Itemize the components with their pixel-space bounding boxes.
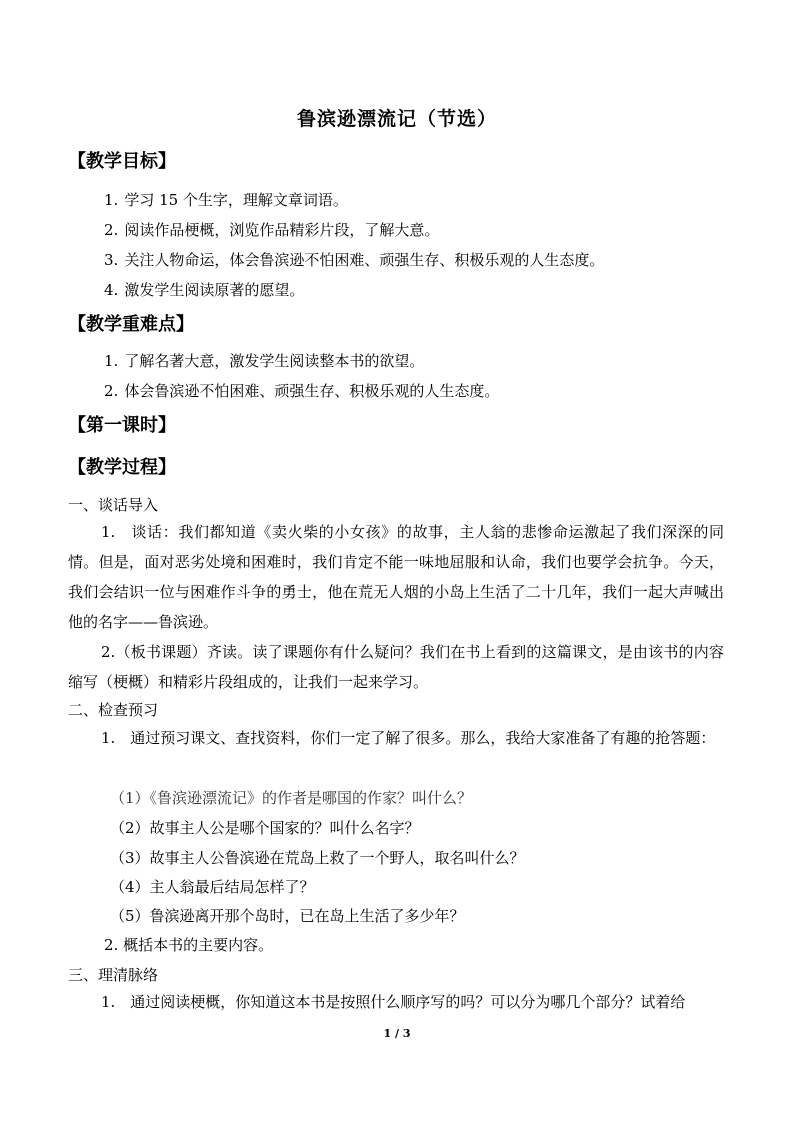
- goal-number: 1.: [104, 191, 119, 209]
- goal-item: [104, 189, 348, 210]
- goal-item: [104, 219, 439, 240]
- question-item: （2）故事主人公是哪个国家的？叫什么名字？: [110, 819, 420, 837]
- key-point-item: [104, 380, 499, 401]
- key-point-text: 体会鲁滨逊不怕困难、顽强生存、积极乐观的人生态度。: [124, 382, 500, 400]
- goal-text: 阅读作品梗概，浏览作品精彩片段，了解大意。: [124, 221, 440, 239]
- goal-item: [104, 249, 604, 270]
- paragraph-intro-talk: 1. 谈话：我们都知道《卖火柴的小女孩》的故事，主人翁的悲惨命运激起了我们深深的同情。但是，面对恶劣处境和困难时，我们肯定不能一味地屈服和认命，我们也要学会抗争。今天，我们会结识一位与困难作斗争的勇士，他在荒无人烟的小岛上生活了二十几年，我们一起大声喊出他的名字——鲁滨逊。: [68, 523, 724, 631]
- goal-number: 2.: [104, 221, 119, 239]
- key-point-number: 2.: [104, 382, 119, 400]
- question-item: （5）鲁滨逊离开那个岛时，已在岛上生活了多少年？: [110, 907, 465, 925]
- paragraph-outline: 1. 通过阅读梗概，你知道这本书是按照什么顺序写的吗？可以分为哪几个部分？试着给: [101, 993, 686, 1011]
- heading-teaching-process: 【教学过程】: [68, 457, 176, 478]
- goal-text: 关注人物命运，体会鲁滨逊不怕困难、顽强生存、积极乐观的人生态度。: [124, 251, 605, 269]
- paragraph-summary: 2. 概括本书的主要内容。: [104, 936, 274, 954]
- question-item: （4）主人翁最后结局怎样了？: [110, 878, 315, 896]
- paragraph-preview: 1. 通过预习课文、查找资料，你们一定了解了很多。那么，我给大家准备了有趣的抢答题：: [101, 729, 716, 747]
- goal-number: 4.: [104, 281, 119, 299]
- goal-number: 3.: [104, 251, 119, 269]
- paragraph-intro-title: 2.（板书课题）齐读。读了课题你有什么疑问？我们在书上看到的这篇课文，是由该书的内容缩写（梗概）和精彩片段组成的，让我们一起来学习。: [68, 643, 724, 691]
- document-title: 鲁滨逊漂流记（节选）: [296, 108, 497, 130]
- goal-text: 学习 15 个生字，理解文章词语。: [124, 191, 348, 209]
- heading-key-points: 【教学重难点】: [68, 314, 194, 335]
- key-point-item: [104, 350, 424, 371]
- page-number: 1 / 3: [383, 1027, 411, 1040]
- heading-first-lesson: 【第一课时】: [68, 415, 176, 436]
- goal-text: 激发学生阅读原著的愿望。: [124, 281, 305, 299]
- section-title-outline: 三、理清脉络: [68, 966, 159, 984]
- heading-teaching-goals: 【教学目标】: [68, 151, 176, 172]
- question-item: （3）故事主人公鲁滨逊在荒岛上救了一个野人，取名叫什么？: [110, 849, 525, 867]
- key-point-text: 了解名著大意，激发学生阅读整本书的欲望。: [124, 352, 425, 370]
- section-title-intro: 一、谈话导入: [68, 496, 159, 514]
- key-point-number: 1.: [104, 352, 119, 370]
- question-item: （1）《鲁滨逊漂流记》的作者是哪国的作家？叫什么？: [110, 789, 473, 807]
- section-title-preview: 二、检查预习: [68, 701, 159, 719]
- goal-item: [104, 279, 304, 300]
